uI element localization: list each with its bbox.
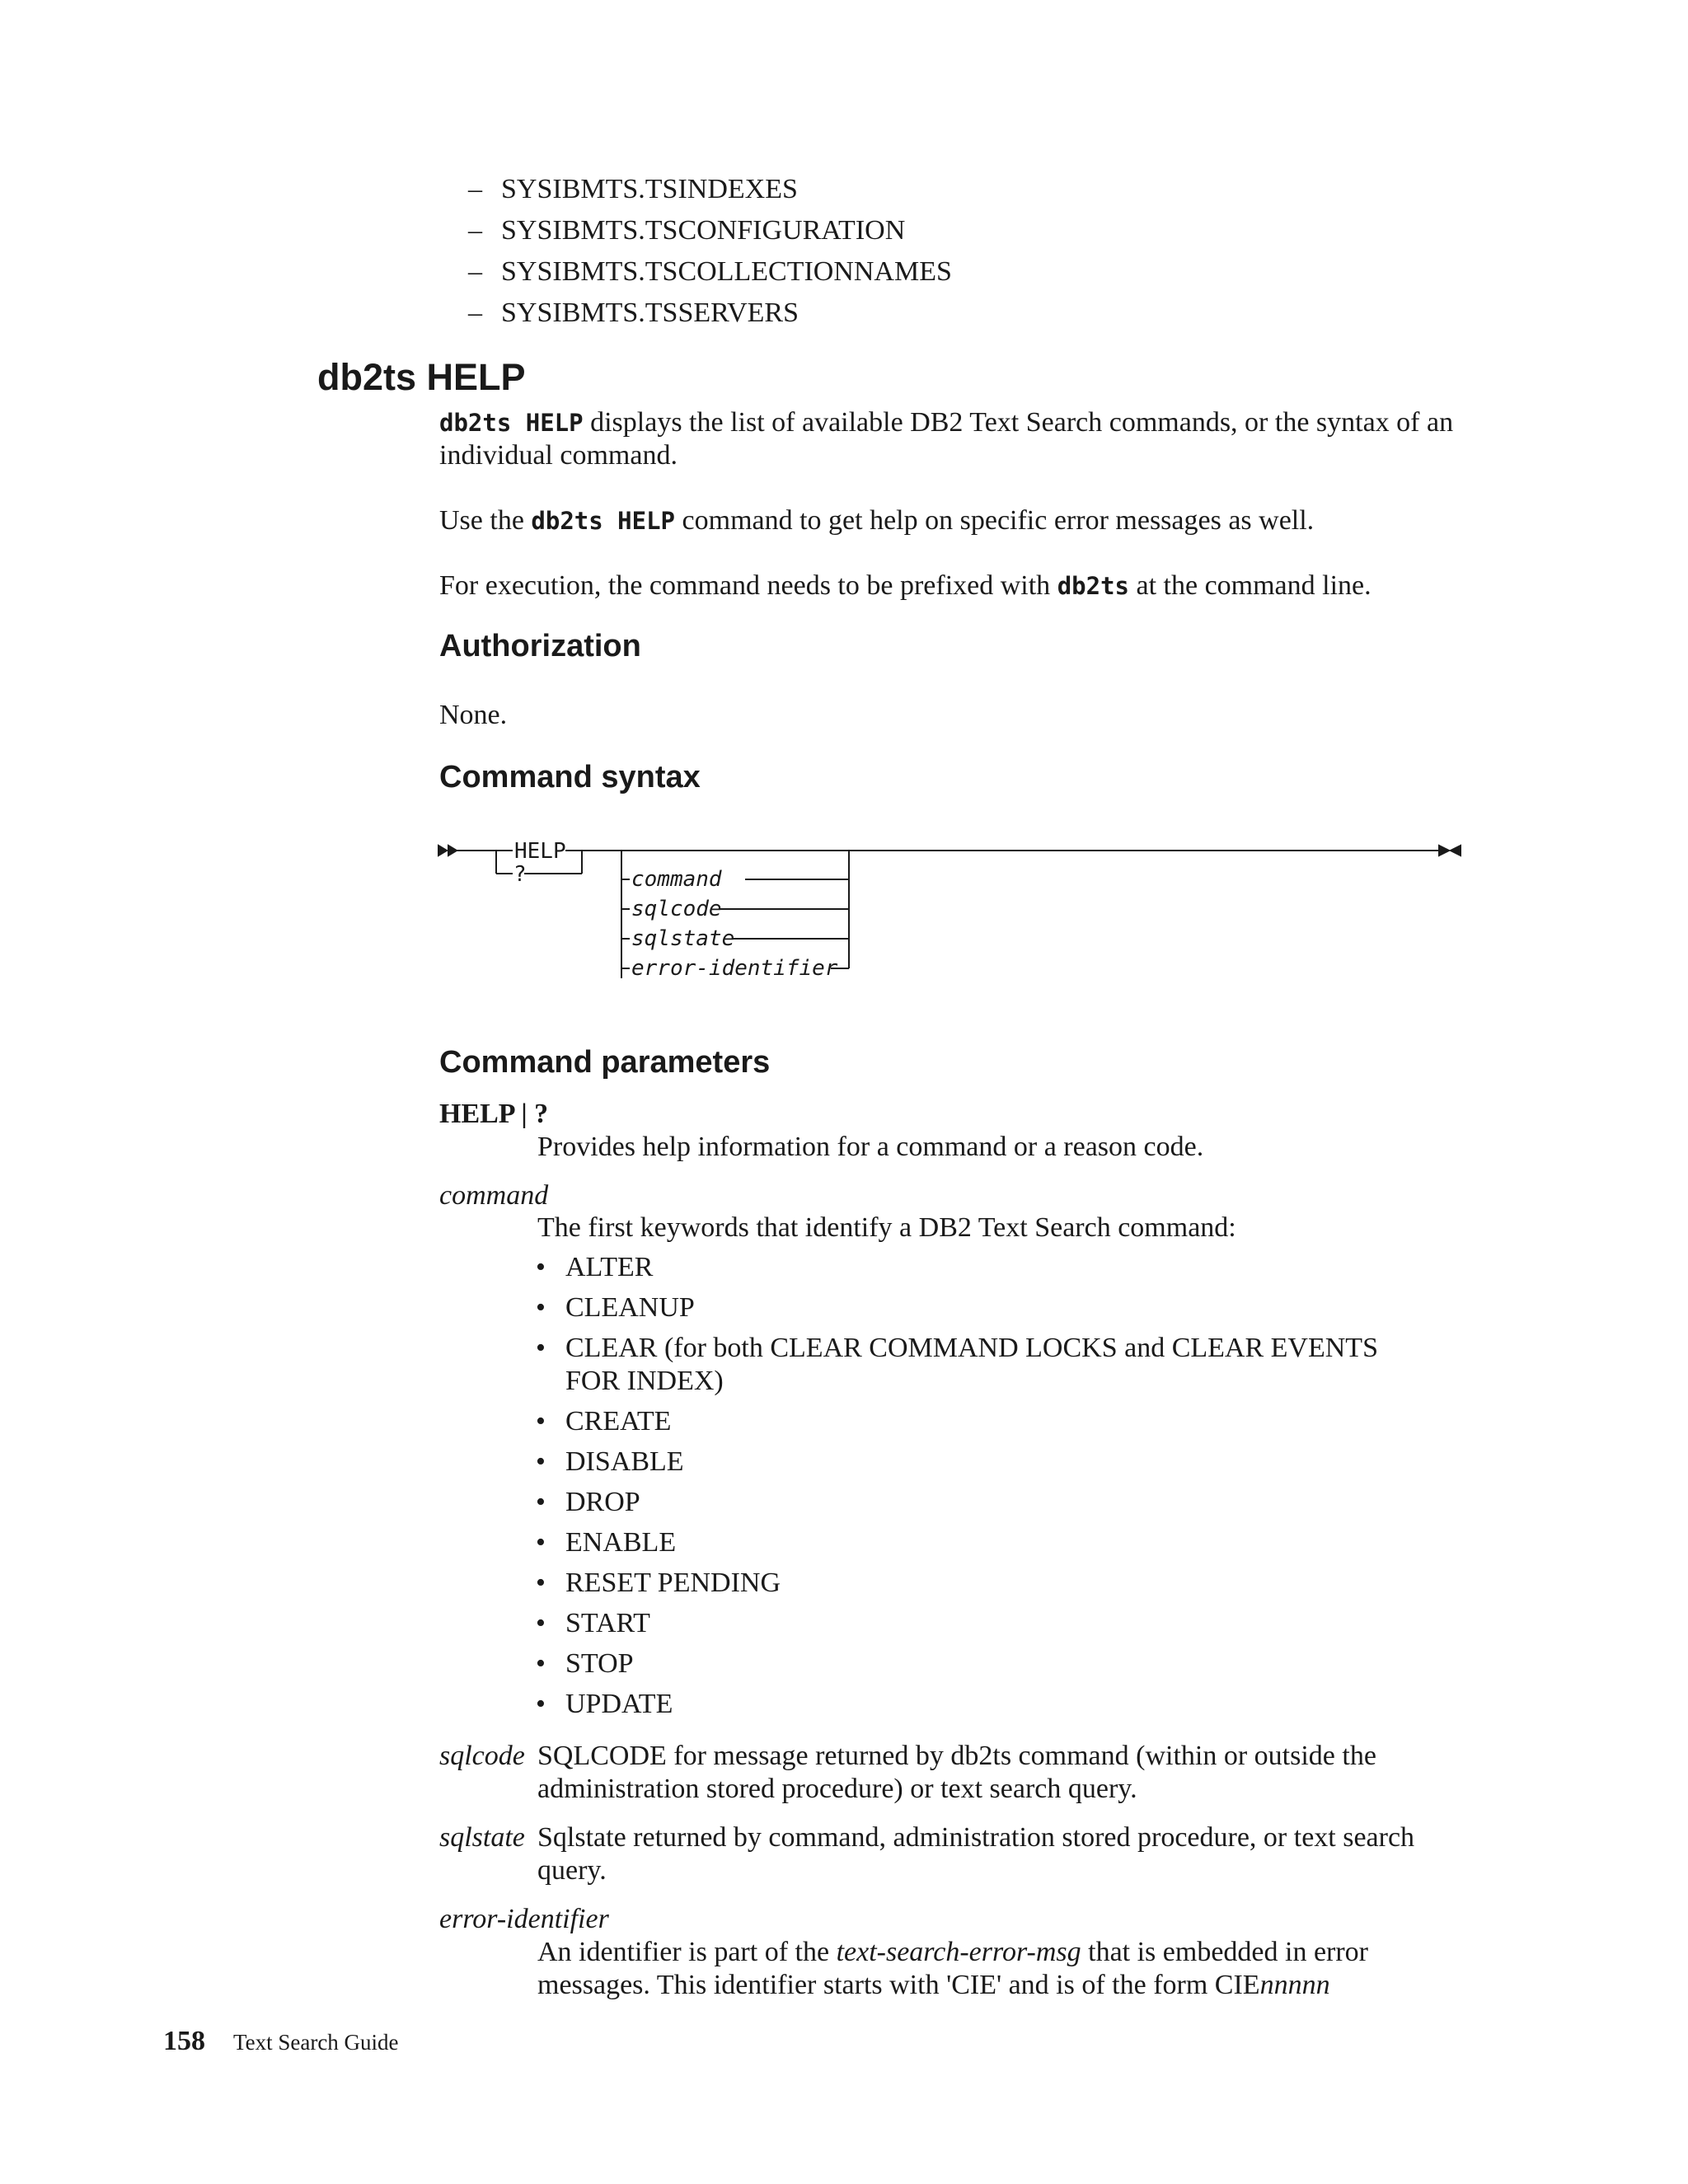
param-term-sqlcode: sqlcode	[439, 1741, 525, 1771]
param-desc-command: The first keywords that identify a DB2 Text Search command:	[537, 1212, 1236, 1243]
list-item: • UPDATE	[536, 1689, 673, 1719]
list-item: – SYSIBMTS.TSCOLLECTIONNAMES	[468, 256, 952, 287]
param-term-help: HELP | ?	[439, 1099, 549, 1129]
intro-paragraph-1: db2ts HELP displays the list of available DB2 Text Search commands, or the syntax of an individual command.	[439, 407, 1454, 471]
intro-paragraph-3: For execution, the command needs to be prefixed with db2ts at the command line.	[439, 570, 1372, 601]
command-keyword: db2ts HELP	[439, 409, 584, 437]
list-item: – SYSIBMTS.TSSERVERS	[468, 298, 799, 328]
list-item: • DROP	[536, 1487, 640, 1517]
list-item: • RESET PENDING	[536, 1568, 781, 1598]
list-item: • ENABLE	[536, 1527, 677, 1558]
syntax-end-arrow-1	[1439, 846, 1449, 855]
syntax-option-error-identifier: error-identifier	[631, 956, 838, 981]
syntax-start-arrow-1	[438, 846, 447, 855]
syntax-keyword-question: ?	[513, 862, 527, 887]
syntax-option-command: command	[631, 867, 722, 892]
list-item: – SYSIBMTS.TSCONFIGURATION	[468, 215, 906, 246]
syntax-option-sqlstate: sqlstate	[631, 926, 735, 951]
intro-paragraph-2: Use the db2ts HELP command to get help on specific error messages as well.	[439, 505, 1315, 536]
list-item: – SYSIBMTS.TSINDEXES	[468, 174, 798, 204]
syntax-end-arrow-2	[1451, 846, 1461, 855]
list-item: • START	[536, 1608, 650, 1638]
param-term-error-identifier: error-identifier	[439, 1904, 609, 1934]
command-syntax-heading: Command syntax	[439, 760, 701, 794]
syntax-diagram	[429, 828, 1484, 993]
param-desc-error-identifier: An identifier is part of the text-search-error-msg that is embedded in error messages. This identifier starts with 'CIE' and is of the form CIEnnnnn	[537, 1937, 1369, 2000]
list-item: • STOP	[536, 1648, 634, 1679]
param-term-sqlstate: sqlstate	[439, 1822, 525, 1853]
list-item: • DISABLE	[536, 1446, 684, 1477]
param-desc-sqlstate: Sqlstate returned by command, administration stored procedure, or text search query.	[537, 1822, 1415, 1886]
list-item: • ALTER	[536, 1252, 654, 1282]
list-item: • CLEANUP	[536, 1292, 695, 1323]
syntax-option-sqlcode: sqlcode	[631, 897, 722, 921]
page-footer	[163, 2026, 399, 2057]
command-keyword: db2ts	[1057, 572, 1129, 600]
authorization-heading: Authorization	[439, 629, 641, 663]
book-title: Text Search Guide	[233, 2030, 399, 2055]
param-desc-help: Provides help information for a command or a reason code.	[537, 1132, 1204, 1162]
catalog-view-list	[468, 169, 952, 334]
syntax-keyword-help: HELP	[514, 839, 566, 864]
list-item: • CREATE	[536, 1406, 672, 1436]
syntax-start-arrow-2	[448, 846, 457, 855]
param-term-command: command	[439, 1180, 549, 1211]
command-parameters-heading: Command parameters	[439, 1045, 771, 1080]
list-item: • CLEAR (for both CLEAR COMMAND LOCKS and CLEAR EVENTS FOR INDEX)	[536, 1333, 1378, 1396]
command-keyword: db2ts HELP	[531, 507, 676, 535]
command-list	[536, 1251, 1484, 1728]
page-number: 158	[163, 2026, 205, 2056]
authorization-text: None.	[439, 700, 508, 730]
param-desc-sqlcode: SQLCODE for message returned by db2ts command (within or outside the administration stored procedure) or text search query.	[537, 1741, 1376, 1804]
section-title: db2ts HELP	[317, 356, 526, 398]
